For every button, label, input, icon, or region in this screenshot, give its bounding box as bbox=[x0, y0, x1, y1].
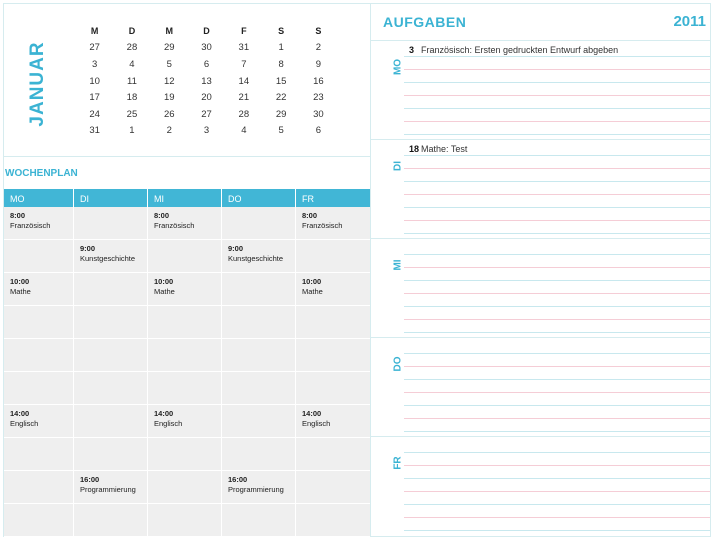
plan-cell[interactable] bbox=[74, 339, 148, 372]
task-lines[interactable] bbox=[404, 140, 710, 239]
plan-row bbox=[4, 273, 370, 306]
plan-cell[interactable] bbox=[222, 306, 296, 339]
calendar-day[interactable]: 5 bbox=[166, 58, 172, 70]
plan-cell[interactable] bbox=[4, 306, 74, 339]
calendar-day[interactable]: 3 bbox=[92, 58, 98, 70]
task-line bbox=[404, 379, 710, 380]
calendar-day[interactable]: 5 bbox=[278, 125, 284, 137]
task-line bbox=[404, 431, 710, 432]
plan-cell[interactable] bbox=[148, 372, 222, 405]
weekday-header: M bbox=[90, 26, 99, 37]
calendar-day[interactable]: 2 bbox=[166, 125, 172, 137]
month-title: JANUAR bbox=[27, 41, 48, 127]
task-day-di bbox=[371, 139, 710, 239]
plan-cell[interactable] bbox=[4, 438, 74, 471]
plan-cell[interactable] bbox=[296, 240, 370, 273]
weekday-column-header: FR bbox=[302, 194, 314, 204]
task-day-mo bbox=[371, 40, 710, 140]
plan-cell[interactable] bbox=[74, 405, 148, 438]
calendar-day[interactable]: 1 bbox=[278, 42, 284, 54]
plan-cell[interactable] bbox=[148, 504, 222, 537]
lesson-time: 9:00 bbox=[80, 244, 96, 253]
calendar-week bbox=[76, 40, 337, 57]
calendar-day[interactable]: 7 bbox=[241, 58, 247, 70]
lesson-subject: Französisch bbox=[302, 221, 343, 230]
lesson-time: 16:00 bbox=[80, 475, 100, 484]
weekday-column-header: DI bbox=[74, 189, 148, 207]
year-label: 2011 bbox=[673, 13, 706, 30]
task-line bbox=[404, 254, 710, 255]
plan-cell[interactable] bbox=[296, 273, 370, 306]
plan-cell[interactable] bbox=[74, 240, 148, 273]
task-day-label: MO bbox=[392, 58, 404, 76]
task-day-fr bbox=[371, 436, 710, 536]
plan-cell[interactable] bbox=[74, 372, 148, 405]
task-line bbox=[404, 194, 710, 195]
task-line bbox=[404, 306, 710, 307]
calendar-day[interactable]: 25 bbox=[126, 108, 138, 120]
task-line bbox=[404, 504, 710, 505]
calendar-day[interactable]: 12 bbox=[163, 75, 175, 87]
lesson-subject: Kunstgeschichte bbox=[80, 254, 136, 263]
plan-cell[interactable] bbox=[222, 471, 296, 504]
lesson-time: 8:00 bbox=[154, 211, 170, 220]
task-line bbox=[404, 121, 710, 122]
task-line bbox=[404, 220, 710, 221]
weekday-column-header: DO bbox=[222, 189, 296, 207]
plan-row bbox=[4, 306, 370, 339]
lesson-time: 10:00 bbox=[302, 277, 322, 286]
calendar-day[interactable]: 30 bbox=[201, 42, 212, 54]
task-text: Mathe: Test bbox=[421, 144, 468, 154]
calendar-day[interactable]: 2 bbox=[315, 42, 322, 54]
calendar-day[interactable]: 28 bbox=[126, 42, 138, 54]
task-line bbox=[404, 517, 710, 518]
plan-cell[interactable] bbox=[148, 438, 222, 471]
plan-cell[interactable] bbox=[296, 372, 370, 405]
plan-row bbox=[4, 405, 370, 438]
weekday-header: M bbox=[165, 26, 173, 37]
task-line bbox=[404, 56, 710, 57]
plan-cell[interactable] bbox=[4, 504, 74, 537]
weekday-header: D bbox=[203, 26, 210, 37]
lesson-time: 16:00 bbox=[228, 475, 248, 484]
calendar-day[interactable]: 27 bbox=[89, 42, 100, 54]
weekday-header: S bbox=[278, 26, 285, 37]
task-line bbox=[404, 491, 710, 492]
task-day-do bbox=[371, 337, 710, 437]
task-line bbox=[404, 366, 710, 367]
plan-cell[interactable] bbox=[148, 471, 222, 504]
calendar-day[interactable]: 10 bbox=[89, 75, 100, 87]
plan-row bbox=[4, 207, 370, 240]
plan-cell[interactable] bbox=[74, 273, 148, 306]
task-line bbox=[404, 233, 710, 234]
lesson-subject: Englisch bbox=[302, 419, 331, 428]
plan-cell[interactable] bbox=[4, 273, 74, 306]
plan-cell[interactable] bbox=[296, 339, 370, 372]
task-text: Französisch: Ersten gedruckten Entwurf abgeben bbox=[421, 45, 619, 55]
plan-cell[interactable] bbox=[222, 273, 296, 306]
task-day-label: FR bbox=[392, 456, 404, 470]
calendar-day[interactable]: 19 bbox=[163, 92, 175, 104]
plan-cell[interactable] bbox=[222, 405, 296, 438]
plan-row bbox=[4, 240, 370, 273]
calendar-week bbox=[76, 56, 337, 73]
task-line bbox=[404, 108, 710, 109]
calendar-day[interactable]: 6 bbox=[315, 125, 322, 137]
weekday-header: S bbox=[315, 26, 322, 37]
plan-row bbox=[4, 504, 370, 537]
task-line bbox=[404, 530, 710, 531]
task-line bbox=[404, 293, 710, 294]
plan-cell[interactable] bbox=[4, 240, 74, 273]
task-line bbox=[404, 168, 710, 169]
calendar-week bbox=[76, 73, 337, 90]
plan-cell[interactable] bbox=[222, 240, 296, 273]
task-line bbox=[404, 82, 710, 83]
plan-cell[interactable] bbox=[74, 471, 148, 504]
weekly-plan-grid bbox=[4, 207, 370, 537]
lesson-time: 14:00 bbox=[10, 409, 30, 418]
lesson-subject: Französisch bbox=[10, 221, 51, 230]
plan-cell[interactable] bbox=[4, 339, 74, 372]
plan-cell[interactable] bbox=[222, 207, 296, 240]
task-line bbox=[404, 405, 710, 406]
calendar-day[interactable]: 1 bbox=[129, 125, 135, 137]
calendar-week bbox=[76, 89, 337, 106]
weekly-plan-title: WOCHENPLAN bbox=[5, 168, 78, 179]
task-line bbox=[404, 332, 710, 333]
lesson-time: 14:00 bbox=[154, 409, 174, 418]
lesson-subject: Programmierung bbox=[80, 485, 136, 494]
lesson-time: 8:00 bbox=[10, 211, 26, 220]
task-lines[interactable] bbox=[404, 239, 710, 338]
plan-row bbox=[4, 471, 370, 504]
calendar-day[interactable]: 15 bbox=[275, 75, 287, 87]
tasks-title: AUFGABEN bbox=[383, 14, 467, 30]
task-day-mi bbox=[371, 238, 710, 338]
calendar-week bbox=[76, 123, 337, 140]
task-line bbox=[404, 280, 710, 281]
lesson-time: 9:00 bbox=[228, 244, 244, 253]
plan-cell[interactable] bbox=[4, 471, 74, 504]
plan-cell[interactable] bbox=[296, 471, 370, 504]
task-line bbox=[404, 319, 710, 320]
calendar-day[interactable]: 29 bbox=[163, 42, 175, 54]
task-line bbox=[404, 95, 710, 96]
task-day-label: MI bbox=[392, 259, 404, 271]
calendar-day[interactable]: 18 bbox=[126, 92, 138, 104]
task-line bbox=[404, 418, 710, 419]
task-line bbox=[404, 69, 710, 70]
calendar-day[interactable]: 31 bbox=[89, 125, 100, 137]
lesson-subject: Englisch bbox=[154, 419, 183, 428]
task-line bbox=[404, 392, 710, 393]
plan-row bbox=[4, 339, 370, 372]
calendar-day[interactable]: 17 bbox=[89, 92, 100, 104]
plan-row bbox=[4, 372, 370, 405]
task-day-label: DI bbox=[392, 161, 404, 171]
calendar-day[interactable]: 30 bbox=[313, 108, 324, 120]
calendar-day[interactable]: 4 bbox=[241, 125, 247, 137]
plan-cell[interactable] bbox=[74, 207, 148, 240]
left-panel bbox=[3, 3, 371, 537]
lesson-subject: Mathe bbox=[10, 287, 31, 296]
plan-cell[interactable] bbox=[296, 405, 370, 438]
lesson-subject: Englisch bbox=[10, 419, 39, 428]
task-line bbox=[404, 465, 710, 466]
plan-cell[interactable] bbox=[222, 438, 296, 471]
calendar-day[interactable]: 13 bbox=[201, 75, 212, 87]
task-line bbox=[404, 478, 710, 479]
lesson-subject: Kunstgeschichte bbox=[228, 254, 284, 263]
lesson-time: 14:00 bbox=[302, 409, 322, 418]
task-line bbox=[404, 134, 710, 135]
calendar-day[interactable]: 8 bbox=[278, 58, 284, 70]
plan-cell[interactable] bbox=[296, 207, 370, 240]
calendar-day[interactable]: 28 bbox=[238, 108, 250, 120]
calendar-day[interactable]: 22 bbox=[275, 92, 287, 104]
lesson-subject: Französisch bbox=[154, 221, 195, 230]
calendar-day[interactable]: 27 bbox=[201, 108, 212, 120]
calendar-day[interactable]: 11 bbox=[127, 75, 137, 87]
weekday-header: D bbox=[128, 26, 136, 37]
task-date: 3 bbox=[409, 45, 415, 55]
task-line bbox=[404, 353, 710, 354]
calendar-day[interactable]: 9 bbox=[315, 58, 322, 70]
task-entry[interactable] bbox=[409, 45, 618, 55]
weekday-column-header: MO bbox=[4, 189, 74, 207]
plan-cell[interactable] bbox=[148, 405, 222, 438]
lesson-subject: Mathe bbox=[302, 287, 323, 296]
task-day-label: DO bbox=[392, 356, 404, 372]
plan-cell[interactable] bbox=[148, 240, 222, 273]
weekday-column-header: MI bbox=[148, 189, 222, 207]
plan-cell[interactable] bbox=[4, 207, 74, 240]
plan-cell[interactable] bbox=[296, 306, 370, 339]
calendar-day[interactable]: 20 bbox=[201, 92, 212, 104]
lesson-subject: Programmierung bbox=[228, 485, 284, 494]
plan-cell[interactable] bbox=[148, 207, 222, 240]
plan-cell[interactable] bbox=[148, 339, 222, 372]
plan-cell[interactable] bbox=[222, 504, 296, 537]
plan-cell[interactable] bbox=[296, 504, 370, 537]
calendar-grid bbox=[76, 23, 337, 139]
plan-cell[interactable] bbox=[222, 372, 296, 405]
calendar-day[interactable]: 24 bbox=[89, 108, 100, 120]
calendar-week bbox=[76, 106, 337, 123]
task-line bbox=[404, 207, 710, 208]
task-line bbox=[404, 155, 710, 156]
plan-cell[interactable] bbox=[74, 504, 148, 537]
task-lines[interactable] bbox=[404, 41, 710, 140]
calendar-day[interactable]: 23 bbox=[313, 92, 324, 104]
calendar-day[interactable]: 3 bbox=[203, 125, 210, 137]
lesson-subject: Mathe bbox=[154, 287, 175, 296]
plan-cell[interactable] bbox=[74, 438, 148, 471]
calendar-day[interactable]: 21 bbox=[238, 92, 250, 104]
plan-cell[interactable] bbox=[4, 405, 74, 438]
task-lines[interactable] bbox=[404, 437, 710, 536]
task-lines[interactable] bbox=[404, 338, 710, 437]
right-panel bbox=[371, 3, 711, 537]
plan-cell[interactable] bbox=[148, 306, 222, 339]
task-line bbox=[404, 181, 710, 182]
calendar-day[interactable]: 29 bbox=[275, 108, 287, 120]
lesson-time: 10:00 bbox=[154, 277, 174, 286]
lesson-time: 8:00 bbox=[302, 211, 318, 220]
calendar-day[interactable]: 26 bbox=[163, 108, 175, 120]
mini-calendar bbox=[4, 4, 370, 157]
calendar-day[interactable]: 31 bbox=[238, 42, 250, 54]
lesson-time: 10:00 bbox=[10, 277, 30, 286]
calendar-day[interactable]: 6 bbox=[203, 58, 210, 70]
calendar-day[interactable]: 16 bbox=[313, 75, 324, 87]
weekday-header: F bbox=[241, 26, 247, 37]
task-line bbox=[404, 452, 710, 453]
plan-cell[interactable] bbox=[74, 306, 148, 339]
plan-row bbox=[4, 438, 370, 471]
calendar-day[interactable]: 14 bbox=[238, 75, 250, 87]
plan-cell[interactable] bbox=[4, 372, 74, 405]
task-line bbox=[404, 267, 710, 268]
weekly-plan-header bbox=[4, 189, 370, 207]
plan-cell[interactable] bbox=[296, 438, 370, 471]
plan-cell[interactable] bbox=[148, 273, 222, 306]
task-entry[interactable] bbox=[409, 144, 467, 154]
task-date: 18 bbox=[409, 144, 420, 154]
plan-cell[interactable] bbox=[222, 339, 296, 372]
calendar-day[interactable]: 4 bbox=[129, 58, 135, 70]
